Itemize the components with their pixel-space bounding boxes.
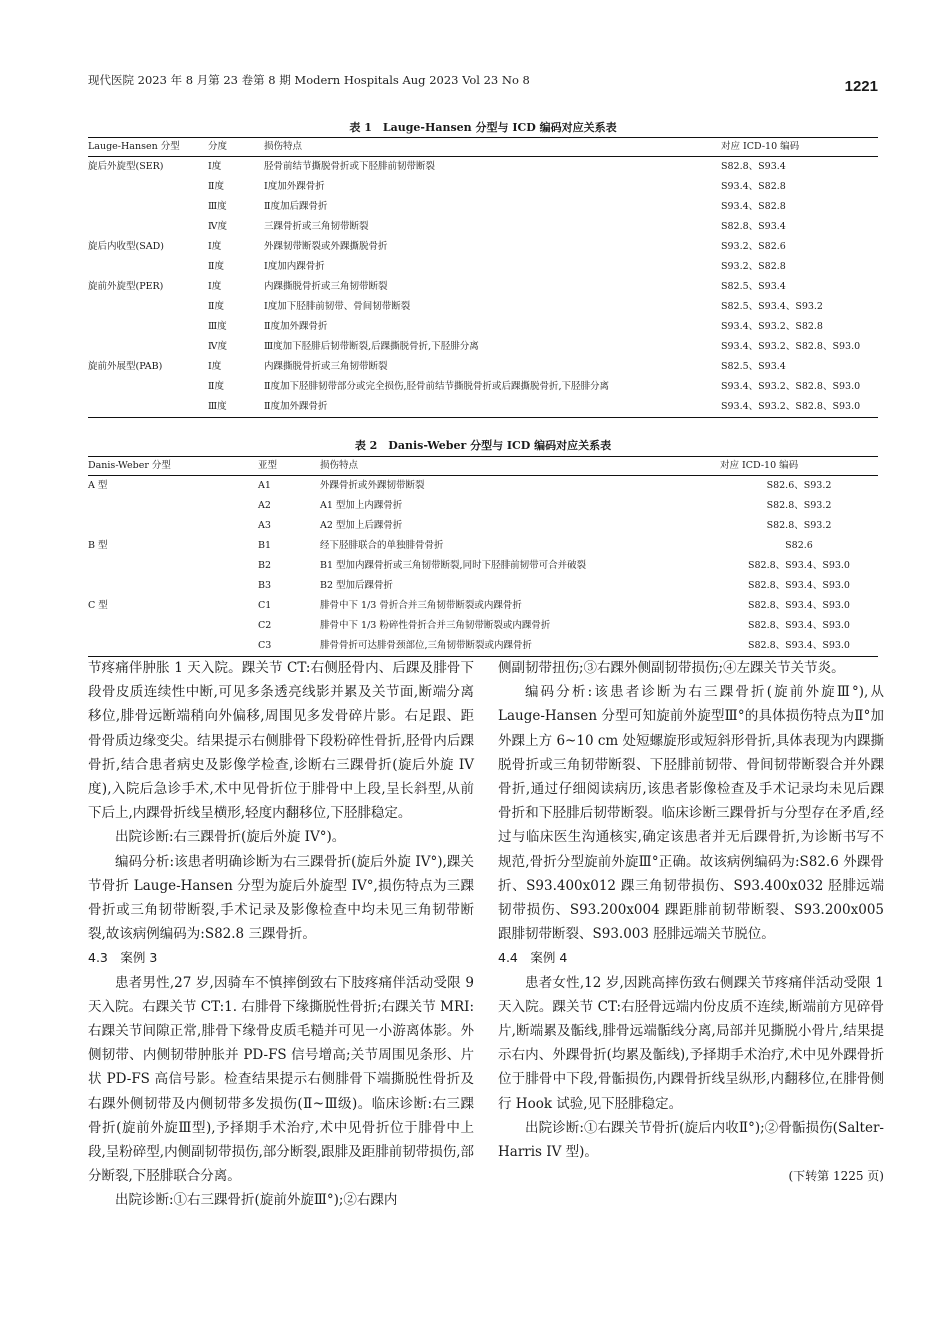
table-cell: 外踝韧带断裂或外踝撕脱骨折 (264, 241, 388, 252)
table-row (88, 317, 878, 337)
table-cell: 内踝撕脱骨折或三角韧带断裂 (264, 361, 388, 372)
table-cell: S82.8、S93.4 (721, 221, 786, 232)
table-row (88, 357, 878, 377)
paragraph: 出院诊断:①右踝关节骨折(旋后内收Ⅱ°);②骨骺损伤(Salter-Harris IV 型)。 (498, 1119, 884, 1161)
table-cell: Ⅳ度 (208, 221, 227, 232)
table-cell: S93.4、S93.2、S82.8 (721, 321, 823, 332)
table-cell: B1 (258, 540, 272, 551)
table-cell: 腓骨中下 1/3 粉碎性骨折合并三角韧带断裂或内踝骨折 (320, 620, 551, 631)
column-header: 亚型 (258, 457, 320, 476)
table-cell (88, 636, 258, 657)
table-cell: S82.8、S93.4、S93.0 (720, 636, 878, 657)
table-cell: S93.4、S93.2、S82.8、S93.0 (721, 397, 878, 418)
table-cell: A3 (258, 520, 271, 531)
table-cell: 三踝骨折或三角韧带断裂 (264, 221, 369, 232)
table-cell: 外踝骨折或外踝韧带断裂 (320, 480, 425, 491)
table-cell: C 型 (88, 600, 108, 611)
table-cell: A2 (258, 500, 271, 511)
table-cell: S82.8、S93.4、S93.0 (748, 620, 850, 631)
table-row (88, 197, 878, 217)
table-cell (88, 496, 258, 516)
table2-body (88, 476, 878, 657)
table-row (88, 217, 878, 237)
table-row (88, 377, 878, 397)
table-cell: 旋前外展型(PAB) (88, 361, 163, 372)
table-cell: S82.8、S93.2 (766, 520, 832, 531)
table-cell: B2 型加后踝骨折 (320, 580, 394, 591)
table-cell: 内踝撕脱骨折或三角韧带断裂 (264, 281, 388, 292)
table-cell (88, 217, 208, 237)
table-cell: Ⅱ度加外踝骨折 (264, 397, 721, 418)
table-cell: Ⅰ度加下胫腓前韧带、骨间韧带断裂 (264, 301, 411, 312)
table-cell: S82.8、S93.2 (766, 500, 832, 511)
paragraph: 出院诊断:①右三踝骨折(旋前外旋Ⅲ°);②右踝内 (115, 1192, 398, 1209)
table-row (88, 237, 878, 257)
table-cell: 腓骨骨折可达腓骨颈部位,三角韧带断裂或内踝骨折 (320, 636, 720, 657)
paragraph: 患者女性,12 岁,因跳高摔伤致右侧踝关节疼痛伴活动受限 1 天入院。踝关节 CT:右胫骨远端内份皮质不连续,断端前方见碎骨片,断端累及骺线,腓骨远端骺线分离,局部并见撕脱小骨片,结果提示右内、外踝骨折(均累及骺线),予择期手术治疗,术中见外踝骨折位于腓骨中下段,骨骺损伤,内踝骨折线呈纵形,内翻移位,在腓骨侧行 Hook 试验,见下胫腓稳定。 (498, 974, 884, 1112)
paragraph: 出院诊断:右三踝骨折(旋后外旋 IV°)。 (115, 829, 346, 846)
table-cell: Ⅳ度 (208, 341, 227, 352)
table-cell: A2 型加上后踝骨折 (320, 520, 403, 531)
table-cell (88, 576, 258, 596)
paragraph: 编码分析:该患者诊断为右三踝骨折(旋前外旋Ⅲ°),从 Lauge-Hansen 分型可知旋前外旋型Ⅲ°的具体损伤特点为Ⅱ°加外踝上方 6~10 cm 处短螺旋形或短斜形骨折,具体表现为内踝撕脱骨折或三角韧带断裂、下胫腓前韧带、骨间韧带断裂合并外踝骨折,通过仔细阅读病历,该患者影像检查及手术记录均未见后踝骨折和下胫腓后韧带断裂。临床诊断三踝骨折与分型存在矛盾,经过与临床医生沟通核实,确定该患者并无后踝骨折,为诊断书写不规范,骨折分型旋前外旋Ⅲ°正确。故该病例编码为:S82.6 外踝骨折、S93.400x012 踝三角韧带损伤、S93.400x032 胫腓远端韧带损伤、S93.200x004 踝距腓前韧带断裂、S93.200x005 跟腓韧带断裂、S93.003 胫腓远端关节脱位。 (498, 684, 884, 943)
table-cell: S82.6、S93.2 (766, 480, 832, 491)
table-row (88, 397, 878, 418)
paragraph: 编码分析:该患者明确诊断为右三踝骨折(旋后外旋 IV°),踝关节骨折 Lauge-Hansen 分型为旋后外旋型 IV°,损伤特点为三踝骨折或三角韧带断裂,手术记录及影像检查中均未见三角韧带断裂,故该病例编码为:S82.8 三踝骨折。 (88, 853, 474, 943)
table-cell: Ⅱ度 (208, 181, 224, 192)
table-row (88, 636, 878, 657)
table-row (88, 297, 878, 317)
table-cell: S93.2、S82.8 (721, 261, 786, 272)
table1 (88, 137, 878, 418)
table-cell (88, 297, 208, 317)
table-row (88, 556, 878, 576)
paragraph: 节疼痛伴肿胀 1 天入院。踝关节 CT:右侧胫骨内、后踝及腓骨下段骨皮质连续性中断,可见多条透亮线影并累及关节面,断端分离移位,腓骨远断端稍向外偏移,周围见多发骨碎片影。右足跟、距骨骨质边缘变尖。结果提示右侧腓骨下段粉碎性骨折,胫骨内后踝骨折,结合患者病史及影像学检查,诊断右三踝骨折(旋后外旋 IV 度),入院后急诊手术,术中见骨折位于腓骨中上段,呈长斜型,从前下后上,内踝骨折线呈横形,轻度内翻移位,下胫腓稳定。 (88, 660, 474, 822)
table-cell: Ⅲ度加下胫腓后韧带断裂,后踝撕脱骨折,下胫腓分离 (264, 341, 479, 352)
table-cell: S93.4、S93.2、S82.8、S93.0 (721, 341, 861, 352)
table-cell: B2 (258, 560, 272, 571)
table-row (88, 596, 878, 616)
table-cell: S93.4、S82.8 (721, 181, 786, 192)
table-cell (88, 616, 258, 636)
table-cell: A1 (258, 480, 271, 491)
column-header: 损伤特点 (320, 457, 720, 476)
table-row (88, 536, 878, 556)
table-row (88, 157, 878, 178)
table-cell: S93.2、S82.6 (721, 241, 786, 252)
paragraph: 患者男性,27 岁,因骑车不慎摔倒致右下肢疼痛伴活动受限 9 天入院。右踝关节 CT:1. 右腓骨下缘撕脱性骨折;右踝关节 MRI:右踝关节间隙正常,腓骨下缘骨皮质毛糙并可见一小游离体影。外侧韧带、内侧韧带肿胀并 PD-FS 信号增高;关节周围见条形、片状 PD-FS 高信号影。检查结果提示右侧腓骨下端撕脱性骨折及右踝外侧韧带及内侧韧带多发损伤(Ⅱ~Ⅲ级)。临床诊断:右三踝骨折(旋前外旋Ⅲ型),予择期手术治疗,术中见骨折位于腓骨中上段,呈粉碎型,内侧副韧带损伤,部分断裂,跟腓及距腓前韧带损伤,部分断裂,下胫腓联合分离。 (88, 974, 474, 1185)
table-cell (88, 377, 208, 397)
table1-body (88, 157, 878, 418)
table-cell: S82.8、S93.4 (721, 161, 786, 172)
table1-header-row (88, 138, 878, 157)
table1-caption: 表 1 Lauge-Hansen 分型与 ICD 编码对应关系表 (349, 121, 617, 134)
right-column (498, 656, 884, 1188)
table-cell: Ⅱ度 (208, 261, 224, 272)
table-cell (88, 516, 258, 536)
table-cell (88, 337, 208, 357)
table-cell: S82.8、S93.4、S93.0 (748, 600, 850, 611)
table-cell: Ⅰ度加内踝骨折 (264, 261, 325, 272)
table-cell: Ⅱ度 (208, 381, 224, 392)
table-cell: C2 (258, 620, 272, 631)
table-row (88, 496, 878, 516)
table-row (88, 337, 878, 357)
continued-note: (下转第 1225 页) (788, 1169, 884, 1184)
table-cell: Ⅰ度 (208, 241, 222, 252)
left-column (88, 656, 474, 1213)
paragraph: 侧副韧带扭伤;③右踝外侧副韧带损伤;④左踝关节关节炎。 (498, 660, 845, 676)
table-cell (88, 177, 208, 197)
table-cell: 旋后内收型(SAD) (88, 241, 164, 252)
page-header (88, 70, 878, 98)
table-cell: S82.5、S93.4、S93.2 (721, 301, 823, 312)
table-cell: Ⅰ度 (208, 361, 222, 372)
table-cell: Ⅲ度 (208, 397, 264, 418)
column-header: Lauge-Hansen 分型 (88, 138, 208, 157)
table-row (88, 476, 878, 497)
column-header: 损伤特点 (264, 138, 721, 157)
table-cell: Ⅲ度 (208, 201, 227, 212)
table-cell: A 型 (88, 480, 108, 491)
table2-caption: 表 2 Danis-Weber 分型与 ICD 编码对应关系表 (354, 439, 612, 452)
table-cell: B1 型加内踝骨折或三角韧带断裂,同时下胫腓前韧带可合并破裂 (320, 560, 587, 571)
table-cell: 经下胫腓联合的单独腓骨骨折 (320, 540, 444, 551)
table-row (88, 616, 878, 636)
table-cell: Ⅱ度加外踝骨折 (264, 321, 328, 332)
section-heading-4-4: 4.4 案例 4 (498, 950, 568, 966)
table-cell (88, 317, 208, 337)
column-header: 对应 ICD-10 编码 (720, 457, 878, 476)
table-cell (88, 257, 208, 277)
table-cell: C3 (258, 636, 320, 657)
table-cell (88, 197, 208, 217)
table-cell: Ⅱ度加后踝骨折 (264, 201, 328, 212)
table2-header-row (88, 457, 878, 476)
table-cell: Ⅲ度 (208, 321, 227, 332)
table-cell: S82.8、S93.4、S93.0 (748, 580, 850, 591)
table-cell: Ⅱ度 (208, 301, 224, 312)
table-cell: Ⅰ度 (208, 161, 222, 172)
table-cell: 旋后外旋型(SER) (88, 161, 164, 172)
table-cell: B 型 (88, 540, 108, 551)
table-cell: Ⅰ度加外踝骨折 (264, 181, 325, 192)
table-cell (88, 556, 258, 576)
table-cell: A1 型加上内踝骨折 (320, 500, 403, 511)
table-cell: 腓骨中下 1/3 骨折合并三角韧带断裂或内踝骨折 (320, 600, 522, 611)
table-row (88, 277, 878, 297)
table-cell: C1 (258, 600, 272, 611)
page-number: 1221 (844, 78, 878, 95)
table-row (88, 516, 878, 536)
table-cell: S93.4、S93.2、S82.8、S93.0 (721, 381, 861, 392)
table-cell (88, 397, 208, 418)
table-cell: S93.4、S82.8 (721, 201, 786, 212)
table-cell: Ⅰ度 (208, 281, 222, 292)
table-cell: Ⅱ度加下胫腓韧带部分或完全损伤,胫骨前结节撕脱骨折或后踝撕脱骨折,下胫腓分离 (264, 381, 609, 392)
journal-info: 现代医院 2023 年 8 月第 23 卷第 8 期 Modern Hospitals Aug 2023 Vol 23 No 8 (88, 73, 530, 87)
table-row (88, 177, 878, 197)
table-row (88, 257, 878, 277)
table-cell: 旋前外旋型(PER) (88, 281, 164, 292)
table-cell: B3 (258, 580, 272, 591)
table-cell: 胫骨前结节撕脱骨折或下胫腓前韧带断裂 (264, 161, 436, 172)
table-cell: S82.5、S93.4 (721, 361, 786, 372)
column-header: 对应 ICD-10 编码 (721, 138, 878, 157)
table2 (88, 456, 878, 657)
table-cell: S82.6 (785, 540, 813, 551)
table-cell: S82.8、S93.4、S93.0 (748, 560, 850, 571)
table-cell: S82.5、S93.4 (721, 281, 786, 292)
section-heading-4-3: 4.3 案例 3 (88, 950, 158, 966)
column-header: Danis-Weber 分型 (88, 457, 258, 476)
table-row (88, 576, 878, 596)
column-header: 分度 (208, 138, 264, 157)
